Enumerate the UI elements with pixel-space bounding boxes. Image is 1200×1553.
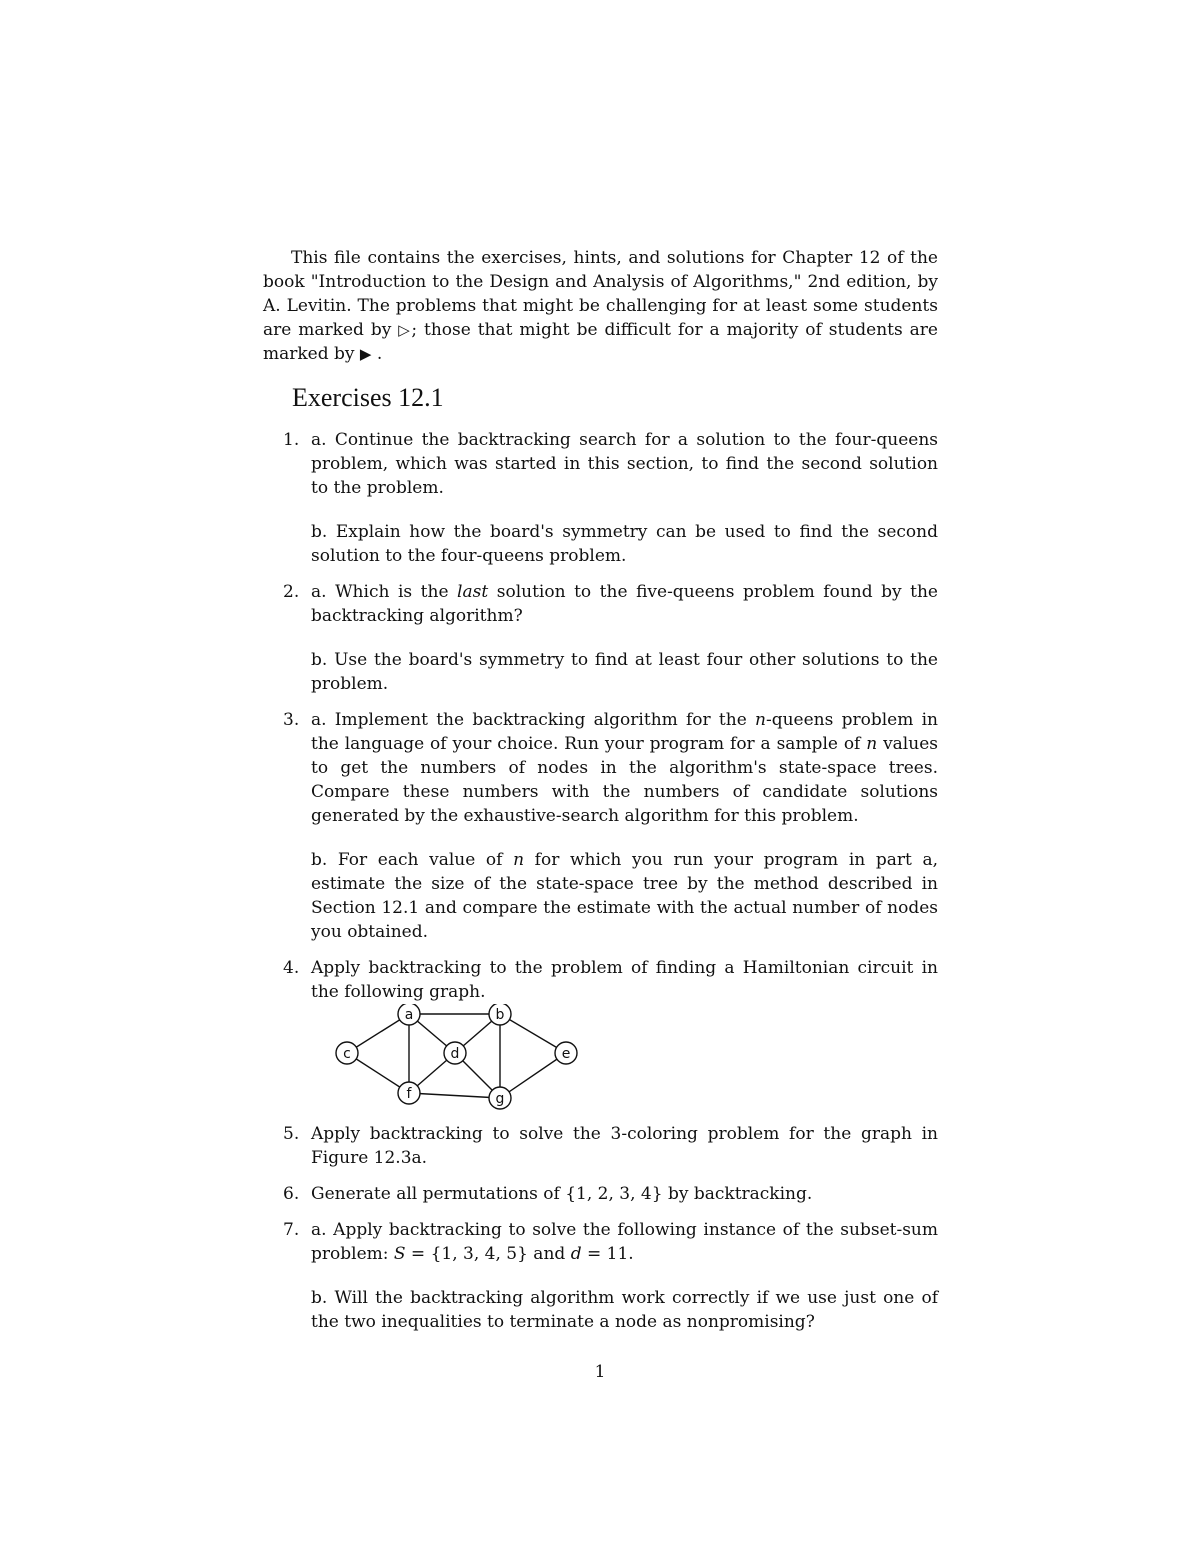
solid-triangle-icon: ▶ bbox=[359, 345, 372, 363]
intro-text-1: This file contains the exercises, hints, and solutions for Chapter 12 of the book "Introduction to the Design and Analysis of Algorithms," 2nd edition, by A. Levitin. The problems that might be challenging for at least some students are marked by bbox=[263, 248, 938, 340]
page-number: 1 bbox=[594, 1362, 606, 1382]
page-content bbox=[263, 246, 938, 1346]
math-n: n bbox=[513, 850, 525, 870]
hamiltonian-graph bbox=[321, 1004, 581, 1110]
graph-edge bbox=[500, 1053, 566, 1098]
exercise-1b: b. Explain how the board's symmetry can be used to find the second solution to the four-queens problem. bbox=[311, 522, 938, 566]
intro-paragraph bbox=[263, 246, 938, 366]
graph-node-label: g bbox=[495, 1091, 505, 1107]
graph-node-label: d bbox=[450, 1046, 460, 1062]
exercise-1 bbox=[263, 428, 938, 568]
text: = {1, 3, 4, 5} and bbox=[405, 1244, 571, 1264]
exercise-6-text: Generate all permutations of {1, 2, 3, 4} by backtracking. bbox=[311, 1184, 813, 1204]
exercise-number: 6. bbox=[283, 1184, 300, 1204]
math-d: d bbox=[570, 1244, 582, 1264]
text: a. Which is the bbox=[311, 582, 458, 602]
graph-node-label: b bbox=[495, 1007, 505, 1023]
math-n: n bbox=[866, 734, 878, 754]
exercise-5-text: Apply backtracking to solve the 3-coloring problem for the graph in Figure 12.3a. bbox=[311, 1124, 938, 1168]
math-n: n bbox=[755, 710, 766, 730]
intro-text-3: . bbox=[371, 344, 383, 364]
exercise-number: 5. bbox=[283, 1124, 300, 1144]
exercise-3b bbox=[311, 848, 938, 944]
exercise-3 bbox=[263, 708, 938, 944]
text: for which you run your program in part a, estimate the size of the state-space tree by the method described in Section 12.1 and compare the estimate with the actual number of nodes you obtained. bbox=[311, 850, 938, 942]
exercise-2b: b. Use the board's symmetry to find at least four other solutions to the problem. bbox=[311, 650, 938, 694]
exercise-7b: b. Will the backtracking algorithm work correctly if we use just one of the two inequalities to terminate a node as nonpromising? bbox=[311, 1288, 938, 1332]
graph-edge bbox=[409, 1093, 500, 1098]
intro-text-2: ; those that might be difficult for a majority of students are marked by bbox=[263, 320, 938, 364]
graph-node-label: c bbox=[343, 1046, 351, 1062]
exercise-number: 4. bbox=[283, 958, 300, 978]
exercise-7a bbox=[311, 1218, 938, 1266]
exercise-number: 3. bbox=[283, 710, 300, 730]
text: = 11. bbox=[581, 1244, 634, 1264]
graph-node-label: a bbox=[404, 1007, 414, 1023]
math-S: S bbox=[393, 1244, 406, 1264]
exercise-4-text: Apply backtracking to the problem of finding a Hamiltonian circuit in the following graph. bbox=[311, 958, 938, 1002]
exercise-3a bbox=[311, 708, 938, 828]
text: b. For each value of bbox=[311, 850, 514, 870]
text: -queens problem in the language of your choice. Run your program for a sample of bbox=[311, 710, 938, 754]
graph-node-label: e bbox=[561, 1046, 571, 1062]
text: values to get the numbers of nodes in the algorithm's state-space trees. Compare these numbers with the numbers of candidate solutions generated by the exhaustive-search algorithm for this problem. bbox=[311, 734, 938, 826]
exercise-number: 1. bbox=[283, 430, 300, 450]
exercise-2 bbox=[263, 580, 938, 696]
exercise-number: 7. bbox=[283, 1220, 300, 1240]
exercise-5 bbox=[263, 1122, 938, 1170]
exercise-4 bbox=[263, 956, 938, 1110]
section-heading: Exercises 12.1 bbox=[292, 383, 444, 412]
exercise-7 bbox=[263, 1218, 938, 1334]
hollow-triangle-icon: ▷ bbox=[398, 321, 412, 339]
exercise-6 bbox=[263, 1182, 938, 1206]
exercise-2a bbox=[311, 580, 938, 628]
emphasis-last: last bbox=[457, 582, 489, 602]
text: solution to the five-queens problem found by the backtracking algorithm? bbox=[311, 582, 938, 626]
exercise-number: 2. bbox=[283, 582, 300, 602]
text: a. Apply backtracking to solve the following instance of the subset-sum problem: bbox=[311, 1220, 938, 1264]
exercise-1a: a. Continue the backtracking search for a solution to the four-queens problem, which was started in this section, to find the second solution to the problem. bbox=[311, 430, 938, 498]
graph-node-label: f bbox=[406, 1086, 412, 1102]
text: a. Implement the backtracking algorithm for the bbox=[311, 710, 756, 730]
